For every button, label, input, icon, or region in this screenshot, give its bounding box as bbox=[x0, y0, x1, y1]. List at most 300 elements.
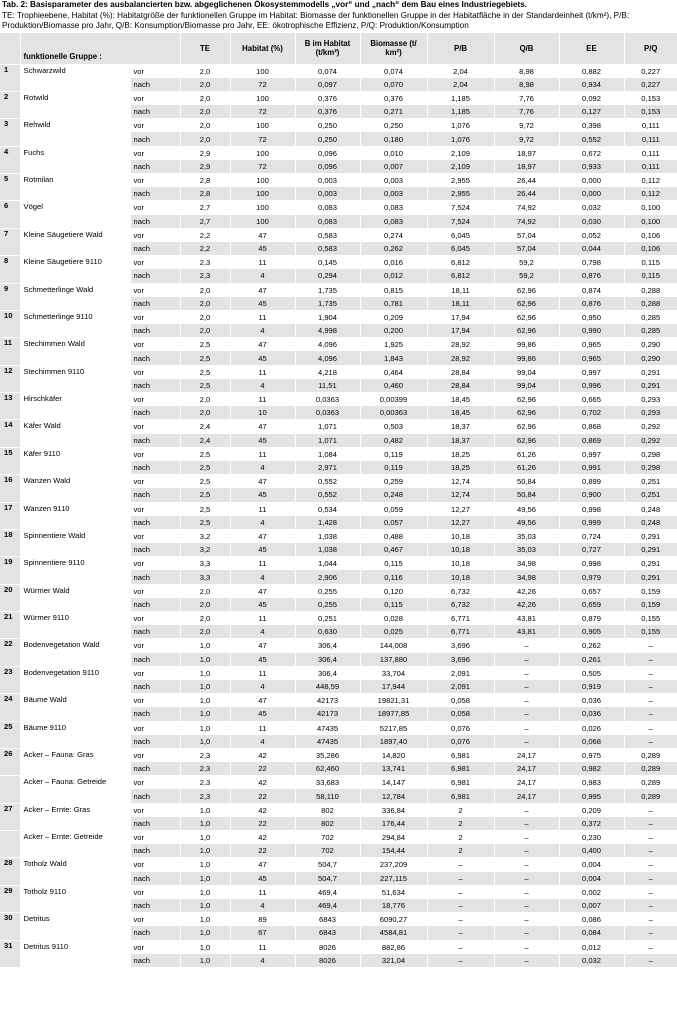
table-row bbox=[0, 365, 677, 379]
biomasse-cell: 5217,85 bbox=[360, 721, 427, 735]
habitat-cell: 11 bbox=[230, 365, 295, 379]
group-name: Bodenvegetation Wald bbox=[20, 639, 130, 666]
ee-cell: 0,900 bbox=[559, 488, 624, 502]
group-name: Totholz Wald bbox=[20, 858, 130, 885]
habitat-cell: 4 bbox=[230, 269, 295, 283]
biomasse-cell: 0,00399 bbox=[360, 393, 427, 407]
pq-cell: 0,115 bbox=[624, 269, 677, 283]
biomasse-cell: 0,119 bbox=[360, 461, 427, 475]
b-habitat-cell: 0,376 bbox=[295, 105, 360, 119]
row-status: vor bbox=[130, 310, 180, 324]
habitat-cell: 22 bbox=[230, 789, 295, 803]
qb-cell: 50,84 bbox=[494, 488, 559, 502]
qb-cell: 99,04 bbox=[494, 365, 559, 379]
te-cell: 1,0 bbox=[180, 721, 230, 735]
row-status: vor bbox=[130, 91, 180, 105]
habitat-cell: 47 bbox=[230, 338, 295, 352]
biomasse-cell: 0,057 bbox=[360, 516, 427, 530]
ee-cell: 0,372 bbox=[559, 817, 624, 831]
pb-cell: – bbox=[427, 954, 494, 968]
pb-cell: 6,045 bbox=[427, 228, 494, 242]
pq-cell: 0,289 bbox=[624, 789, 677, 803]
b-habitat-cell: 47435 bbox=[295, 735, 360, 749]
pq-cell: – bbox=[624, 872, 677, 886]
qb-cell: 34,98 bbox=[494, 570, 559, 584]
biomasse-cell: 51,634 bbox=[360, 885, 427, 899]
biomasse-cell: 18977,85 bbox=[360, 707, 427, 721]
b-habitat-cell: 504,7 bbox=[295, 872, 360, 886]
group-name: Detritus 9110 bbox=[20, 940, 130, 967]
group-number: 12 bbox=[0, 365, 20, 392]
group-number: 31 bbox=[0, 940, 20, 967]
pq-cell: 0,155 bbox=[624, 625, 677, 639]
parameter-table bbox=[0, 33, 677, 968]
table-row bbox=[0, 584, 677, 598]
pq-cell: – bbox=[624, 680, 677, 694]
te-cell: 2,9 bbox=[180, 160, 230, 174]
qb-cell: 62,96 bbox=[494, 310, 559, 324]
ee-cell: 0,398 bbox=[559, 119, 624, 133]
qb-cell: – bbox=[494, 735, 559, 749]
pb-cell: – bbox=[427, 858, 494, 872]
group-name: Spinnentiere 9110 bbox=[20, 557, 130, 584]
pb-cell: 2 bbox=[427, 803, 494, 817]
b-habitat-cell: 35,286 bbox=[295, 748, 360, 762]
group-name: Rotmilan bbox=[20, 174, 130, 201]
row-status: nach bbox=[130, 406, 180, 420]
row-status: vor bbox=[130, 721, 180, 735]
b-habitat-cell: 0,250 bbox=[295, 132, 360, 146]
row-status: nach bbox=[130, 269, 180, 283]
qb-cell: – bbox=[494, 680, 559, 694]
header-ee: EE bbox=[559, 33, 624, 65]
b-habitat-cell: 1,904 bbox=[295, 310, 360, 324]
habitat-cell: 42 bbox=[230, 748, 295, 762]
biomasse-cell: 1897,40 bbox=[360, 735, 427, 749]
ee-cell: 0,004 bbox=[559, 858, 624, 872]
biomasse-cell: 14,147 bbox=[360, 776, 427, 790]
row-status: vor bbox=[130, 694, 180, 708]
habitat-cell: 10 bbox=[230, 406, 295, 420]
pb-cell: 18,11 bbox=[427, 283, 494, 297]
row-status: vor bbox=[130, 831, 180, 845]
biomasse-cell: 17,944 bbox=[360, 680, 427, 694]
group-name: Acker – Ernte: Gras bbox=[20, 803, 130, 830]
biomasse-cell: 0,180 bbox=[360, 132, 427, 146]
ee-cell: 0,007 bbox=[559, 899, 624, 913]
te-cell: 1,0 bbox=[180, 844, 230, 858]
habitat-cell: 11 bbox=[230, 557, 295, 571]
b-habitat-cell: 6843 bbox=[295, 926, 360, 940]
ee-cell: 0,000 bbox=[559, 174, 624, 188]
table-row bbox=[0, 831, 677, 845]
habitat-cell: 47 bbox=[230, 858, 295, 872]
ee-cell: 0,876 bbox=[559, 269, 624, 283]
pb-cell: 10,18 bbox=[427, 529, 494, 543]
biomasse-cell: 0,119 bbox=[360, 447, 427, 461]
ee-cell: 0,000 bbox=[559, 187, 624, 201]
qb-cell: 62,96 bbox=[494, 406, 559, 420]
row-status: vor bbox=[130, 885, 180, 899]
pq-cell: 0,288 bbox=[624, 297, 677, 311]
te-cell: 1,0 bbox=[180, 913, 230, 927]
b-habitat-cell: 0,083 bbox=[295, 201, 360, 215]
te-cell: 2,3 bbox=[180, 748, 230, 762]
group-name: Schwarzwild bbox=[20, 64, 130, 91]
ee-cell: 0,724 bbox=[559, 529, 624, 543]
b-habitat-cell: 1,038 bbox=[295, 529, 360, 543]
row-status: vor bbox=[130, 174, 180, 188]
habitat-cell: 22 bbox=[230, 844, 295, 858]
te-cell: 2,7 bbox=[180, 215, 230, 229]
biomasse-cell: 0,115 bbox=[360, 598, 427, 612]
qb-cell: 99,86 bbox=[494, 338, 559, 352]
habitat-cell: 100 bbox=[230, 91, 295, 105]
te-cell: 2,0 bbox=[180, 105, 230, 119]
biomasse-cell: 0,025 bbox=[360, 625, 427, 639]
pq-cell: 0,112 bbox=[624, 174, 677, 188]
biomasse-cell: 294,84 bbox=[360, 831, 427, 845]
b-habitat-cell: 1,071 bbox=[295, 420, 360, 434]
pb-cell: 3,696 bbox=[427, 653, 494, 667]
group-number: 1 bbox=[0, 64, 20, 91]
pb-cell: 2,955 bbox=[427, 174, 494, 188]
pb-cell: 18,25 bbox=[427, 447, 494, 461]
group-number: 14 bbox=[0, 420, 20, 447]
te-cell: 2,7 bbox=[180, 201, 230, 215]
qb-cell: 62,96 bbox=[494, 283, 559, 297]
ee-cell: 0,990 bbox=[559, 324, 624, 338]
qb-cell: – bbox=[494, 858, 559, 872]
table-row bbox=[0, 228, 677, 242]
pq-cell: – bbox=[624, 735, 677, 749]
te-cell: 2,5 bbox=[180, 351, 230, 365]
pb-cell: 10,18 bbox=[427, 570, 494, 584]
biomasse-cell: 0,482 bbox=[360, 434, 427, 448]
ee-cell: 0,919 bbox=[559, 680, 624, 694]
pb-cell: 28,92 bbox=[427, 351, 494, 365]
te-cell: 2,3 bbox=[180, 269, 230, 283]
habitat-cell: 100 bbox=[230, 119, 295, 133]
te-cell: 2,0 bbox=[180, 310, 230, 324]
caption-text: TE: Trophieebene, Habitat (%): Habitatgröße der funktionellen Gruppe im Habitat: Biomasse der funktionellen Gruppe in der Habitatfläche in der Standardeinheit (t/km²), P/B: Produktion/Biomasse pro Jahr, Q/B: Konsumption/Biomasse pro Jahr, EE: ökotrophische Effizienz, P/Q: Produktion/Konsumption bbox=[2, 10, 630, 30]
b-habitat-cell: 1,044 bbox=[295, 557, 360, 571]
group-number: 23 bbox=[0, 666, 20, 693]
te-cell: 2,0 bbox=[180, 406, 230, 420]
te-cell: 2,0 bbox=[180, 324, 230, 338]
row-status: vor bbox=[130, 639, 180, 653]
ee-cell: 0,127 bbox=[559, 105, 624, 119]
row-status: vor bbox=[130, 283, 180, 297]
habitat-cell: 22 bbox=[230, 817, 295, 831]
row-status: nach bbox=[130, 543, 180, 557]
b-habitat-cell: 0,074 bbox=[295, 64, 360, 78]
te-cell: 3,2 bbox=[180, 543, 230, 557]
group-number bbox=[0, 776, 20, 803]
b-habitat-cell: 0,003 bbox=[295, 174, 360, 188]
biomasse-cell: 0,070 bbox=[360, 78, 427, 92]
header-row bbox=[0, 33, 677, 65]
group-name: Acker – Fauna: Gras bbox=[20, 748, 130, 775]
pq-cell: 0,159 bbox=[624, 598, 677, 612]
habitat-cell: 45 bbox=[230, 351, 295, 365]
te-cell: 2,0 bbox=[180, 91, 230, 105]
b-habitat-cell: 6843 bbox=[295, 913, 360, 927]
ee-cell: 0,659 bbox=[559, 598, 624, 612]
qb-cell: 74,92 bbox=[494, 215, 559, 229]
b-habitat-cell: 1,735 bbox=[295, 283, 360, 297]
table-row bbox=[0, 420, 677, 434]
biomasse-cell: 0,116 bbox=[360, 570, 427, 584]
b-habitat-cell: 802 bbox=[295, 803, 360, 817]
biomasse-cell: 0,059 bbox=[360, 502, 427, 516]
habitat-cell: 89 bbox=[230, 913, 295, 927]
pb-cell: 6,981 bbox=[427, 776, 494, 790]
row-status: vor bbox=[130, 584, 180, 598]
biomasse-cell: 0,274 bbox=[360, 228, 427, 242]
ee-cell: 0,874 bbox=[559, 283, 624, 297]
biomasse-cell: 0,464 bbox=[360, 365, 427, 379]
pb-cell: 2,04 bbox=[427, 64, 494, 78]
row-status: vor bbox=[130, 365, 180, 379]
table-row bbox=[0, 666, 677, 680]
table-row bbox=[0, 447, 677, 461]
pb-cell: 10,18 bbox=[427, 557, 494, 571]
qb-cell: 43,81 bbox=[494, 612, 559, 626]
group-number: 3 bbox=[0, 119, 20, 146]
row-status: nach bbox=[130, 132, 180, 146]
pb-cell: 28,84 bbox=[427, 365, 494, 379]
ee-cell: 0,879 bbox=[559, 612, 624, 626]
b-habitat-cell: 469,4 bbox=[295, 899, 360, 913]
pq-cell: 0,285 bbox=[624, 324, 677, 338]
habitat-cell: 4 bbox=[230, 680, 295, 694]
biomasse-cell: 0,00363 bbox=[360, 406, 427, 420]
te-cell: 3,2 bbox=[180, 529, 230, 543]
pq-cell: 0,100 bbox=[624, 215, 677, 229]
row-status: nach bbox=[130, 297, 180, 311]
header-number bbox=[0, 33, 20, 65]
header-group: funktionelle Gruppe : bbox=[20, 33, 180, 65]
group-name: Wanzen 9110 bbox=[20, 502, 130, 529]
habitat-cell: 47 bbox=[230, 529, 295, 543]
te-cell: 2,0 bbox=[180, 64, 230, 78]
te-cell: 1,0 bbox=[180, 831, 230, 845]
b-habitat-cell: 4,096 bbox=[295, 338, 360, 352]
row-status: vor bbox=[130, 557, 180, 571]
habitat-cell: 100 bbox=[230, 174, 295, 188]
qb-cell: – bbox=[494, 885, 559, 899]
group-number: 18 bbox=[0, 529, 20, 556]
group-name: Bodenvegetation 9110 bbox=[20, 666, 130, 693]
b-habitat-cell: 0,250 bbox=[295, 119, 360, 133]
header-pq: P/Q bbox=[624, 33, 677, 65]
te-cell: 3,3 bbox=[180, 570, 230, 584]
qb-cell: 62,96 bbox=[494, 324, 559, 338]
qb-cell: – bbox=[494, 899, 559, 913]
group-name: Rehwild bbox=[20, 119, 130, 146]
row-status: nach bbox=[130, 735, 180, 749]
group-number: 22 bbox=[0, 639, 20, 666]
te-cell: 2,5 bbox=[180, 461, 230, 475]
biomasse-cell: 176,44 bbox=[360, 817, 427, 831]
biomasse-cell: 14,820 bbox=[360, 748, 427, 762]
pq-cell: 0,159 bbox=[624, 584, 677, 598]
b-habitat-cell: 0,145 bbox=[295, 256, 360, 270]
ee-cell: 0,997 bbox=[559, 447, 624, 461]
group-number: 21 bbox=[0, 612, 20, 639]
pq-cell: – bbox=[624, 926, 677, 940]
te-cell: 2,3 bbox=[180, 789, 230, 803]
biomasse-cell: 0,781 bbox=[360, 297, 427, 311]
te-cell: 3,3 bbox=[180, 557, 230, 571]
biomasse-cell: 0,503 bbox=[360, 420, 427, 434]
qb-cell: 49,56 bbox=[494, 502, 559, 516]
table-row bbox=[0, 612, 677, 626]
ee-cell: 0,044 bbox=[559, 242, 624, 256]
pb-cell: 0,058 bbox=[427, 707, 494, 721]
habitat-cell: 4 bbox=[230, 516, 295, 530]
te-cell: 2,0 bbox=[180, 119, 230, 133]
row-status: nach bbox=[130, 926, 180, 940]
ee-cell: 0,036 bbox=[559, 694, 624, 708]
ee-cell: 0,965 bbox=[559, 351, 624, 365]
qb-cell: 99,04 bbox=[494, 379, 559, 393]
pq-cell: 0,290 bbox=[624, 338, 677, 352]
row-status: nach bbox=[130, 379, 180, 393]
pq-cell: – bbox=[624, 954, 677, 968]
qb-cell: 7,76 bbox=[494, 91, 559, 105]
biomasse-cell: 0,209 bbox=[360, 310, 427, 324]
pq-cell: 0,291 bbox=[624, 543, 677, 557]
te-cell: 2,2 bbox=[180, 228, 230, 242]
b-habitat-cell: 469,4 bbox=[295, 885, 360, 899]
caption-title: Tab. 2: Basisparameter des ausbalancierten bzw. abgeglichenen Ökosystemmodells „vor“ und „nach“ dem Bau eines Industriegebiets. bbox=[2, 0, 528, 9]
pq-cell: 0,291 bbox=[624, 365, 677, 379]
row-status: vor bbox=[130, 201, 180, 215]
habitat-cell: 11 bbox=[230, 721, 295, 735]
pq-cell: 0,298 bbox=[624, 461, 677, 475]
ee-cell: 0,727 bbox=[559, 543, 624, 557]
b-habitat-cell: 306,4 bbox=[295, 653, 360, 667]
table-row bbox=[0, 694, 677, 708]
pb-cell: 6,812 bbox=[427, 256, 494, 270]
qb-cell: 26,44 bbox=[494, 187, 559, 201]
pq-cell: 0,106 bbox=[624, 228, 677, 242]
b-habitat-cell: 8026 bbox=[295, 940, 360, 954]
group-number: 15 bbox=[0, 447, 20, 474]
te-cell: 2,3 bbox=[180, 762, 230, 776]
ee-cell: 0,036 bbox=[559, 707, 624, 721]
ee-cell: 0,998 bbox=[559, 502, 624, 516]
pq-cell: 0,289 bbox=[624, 762, 677, 776]
pq-cell: 0,291 bbox=[624, 557, 677, 571]
pb-cell: 17,94 bbox=[427, 324, 494, 338]
b-habitat-cell: 0,534 bbox=[295, 502, 360, 516]
ee-cell: 0,997 bbox=[559, 365, 624, 379]
row-status: vor bbox=[130, 64, 180, 78]
ee-cell: 0,950 bbox=[559, 310, 624, 324]
biomasse-cell: 1,925 bbox=[360, 338, 427, 352]
b-habitat-cell: 802 bbox=[295, 817, 360, 831]
pq-cell: 0,285 bbox=[624, 310, 677, 324]
pb-cell: 10,18 bbox=[427, 543, 494, 557]
b-habitat-cell: 58,110 bbox=[295, 789, 360, 803]
biomasse-cell: 0,083 bbox=[360, 201, 427, 215]
qb-cell: 50,84 bbox=[494, 475, 559, 489]
habitat-cell: 72 bbox=[230, 78, 295, 92]
ee-cell: 0,982 bbox=[559, 762, 624, 776]
te-cell: 2,0 bbox=[180, 598, 230, 612]
ee-cell: 0,084 bbox=[559, 926, 624, 940]
ee-cell: 0,230 bbox=[559, 831, 624, 845]
habitat-cell: 4 bbox=[230, 625, 295, 639]
pb-cell: 6,981 bbox=[427, 762, 494, 776]
ee-cell: 0,869 bbox=[559, 434, 624, 448]
qb-cell: 18,97 bbox=[494, 146, 559, 160]
b-habitat-cell: 702 bbox=[295, 844, 360, 858]
pq-cell: 0,111 bbox=[624, 119, 677, 133]
te-cell: 1,0 bbox=[180, 639, 230, 653]
group-number: 9 bbox=[0, 283, 20, 310]
biomasse-cell: 321,04 bbox=[360, 954, 427, 968]
qb-cell: 24,17 bbox=[494, 748, 559, 762]
group-number: 8 bbox=[0, 256, 20, 283]
group-name: Stechimmen 9110 bbox=[20, 365, 130, 392]
table-row bbox=[0, 803, 677, 817]
group-number: 11 bbox=[0, 338, 20, 365]
qb-cell: 8,98 bbox=[494, 64, 559, 78]
row-status: vor bbox=[130, 913, 180, 927]
row-status: nach bbox=[130, 488, 180, 502]
pq-cell: – bbox=[624, 899, 677, 913]
habitat-cell: 47 bbox=[230, 228, 295, 242]
habitat-cell: 72 bbox=[230, 105, 295, 119]
row-status: nach bbox=[130, 789, 180, 803]
b-habitat-cell: 0,255 bbox=[295, 584, 360, 598]
row-status: nach bbox=[130, 707, 180, 721]
b-habitat-cell: 62,460 bbox=[295, 762, 360, 776]
habitat-cell: 47 bbox=[230, 694, 295, 708]
te-cell: 1,0 bbox=[180, 707, 230, 721]
ee-cell: 0,996 bbox=[559, 379, 624, 393]
row-status: vor bbox=[130, 338, 180, 352]
group-name: Detritus bbox=[20, 913, 130, 940]
table-caption bbox=[0, 0, 677, 32]
qb-cell: 24,17 bbox=[494, 776, 559, 790]
pb-cell: – bbox=[427, 940, 494, 954]
group-number: 16 bbox=[0, 475, 20, 502]
pq-cell: 0,289 bbox=[624, 776, 677, 790]
group-name: Vögel bbox=[20, 201, 130, 228]
b-habitat-cell: 1,071 bbox=[295, 434, 360, 448]
pb-cell: 18,45 bbox=[427, 393, 494, 407]
habitat-cell: 4 bbox=[230, 899, 295, 913]
habitat-cell: 47 bbox=[230, 639, 295, 653]
biomasse-cell: 0,115 bbox=[360, 557, 427, 571]
b-habitat-cell: 2,971 bbox=[295, 461, 360, 475]
row-status: nach bbox=[130, 187, 180, 201]
table-row bbox=[0, 475, 677, 489]
group-name: Fuchs bbox=[20, 146, 130, 173]
te-cell: 2,8 bbox=[180, 174, 230, 188]
b-habitat-cell: 448,59 bbox=[295, 680, 360, 694]
ee-cell: 0,400 bbox=[559, 844, 624, 858]
pb-cell: 2,091 bbox=[427, 680, 494, 694]
habitat-cell: 100 bbox=[230, 187, 295, 201]
group-number: 7 bbox=[0, 228, 20, 255]
ee-cell: 0,876 bbox=[559, 297, 624, 311]
